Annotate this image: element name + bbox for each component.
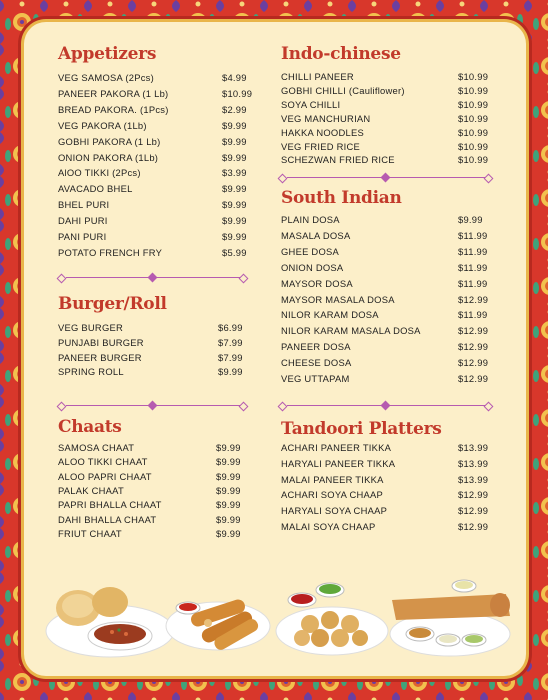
- menu-item-name: PANEER DOSA: [281, 341, 351, 353]
- menu-item-price: $9.99: [222, 151, 247, 163]
- food-photo-pani-puri: [276, 583, 388, 655]
- menu-item-price: $12.99: [458, 521, 489, 532]
- menu-item-name: SAMOSA CHAAT: [58, 442, 135, 453]
- menu-item-name: NILOR KARAM MASALA DOSA: [281, 325, 421, 337]
- menu-item-name: MALAI PANEER TIKKA: [281, 473, 384, 485]
- menu-item-name: GOBHI PAKORA (1 Lb): [58, 135, 161, 147]
- menu-item-price: $10.99: [458, 98, 489, 110]
- menu-item-price: $11.99: [458, 309, 488, 321]
- menu-item-price: $9.99: [216, 456, 241, 468]
- menu-item-price: $9.99: [216, 499, 241, 511]
- menu-item-price: $2.99: [222, 103, 247, 115]
- menu-item-price: $9.99: [222, 215, 247, 227]
- menu-item-price: $11.99: [458, 245, 488, 257]
- menu-item-name: VEG PAKORA (1Lb): [58, 119, 147, 131]
- menu-item-name: PANI PURI: [58, 231, 107, 242]
- menu-item-name: CHILLI PANEER: [281, 71, 354, 82]
- menu-item-price: $12.99: [458, 489, 489, 501]
- menu-item-price: $9.99: [222, 135, 247, 147]
- menu-item-price: $9.99: [222, 231, 247, 242]
- menu-item-price: $10.99: [458, 112, 489, 124]
- indo-chinese-section: [281, 44, 497, 166]
- menu-item-name: HARYALI SOYA CHAAP: [281, 505, 388, 517]
- menu-item-price: $9.99: [216, 470, 241, 482]
- section-title-tandoori-platters: Tandoori Platters: [281, 419, 442, 439]
- menu-item-name: HARYALI PANEER TIKKA: [281, 457, 396, 469]
- menu-item-name: PUNJABI BURGER: [58, 336, 144, 348]
- ornament-divider: [279, 173, 493, 183]
- menu-item-name: VEG SAMOSA (2Pcs): [58, 72, 154, 83]
- menu-item-name: VEG UTTAPAM: [281, 373, 350, 384]
- menu-item-name: HAKKA NOODLES: [281, 126, 364, 138]
- menu-item-price: $9.99: [222, 119, 247, 131]
- menu-item-price: $12.99: [458, 293, 489, 305]
- menu-item-price: $9.99: [216, 513, 241, 525]
- menu-item-price: $11.99: [458, 277, 488, 289]
- menu-item-name: BHEL PURI: [58, 199, 110, 211]
- menu-item-name: ACHARI SOYA CHAAP: [281, 489, 384, 501]
- south-indian-section: [281, 188, 497, 384]
- menu-item-name: ALOO TIKKI CHAAT: [58, 456, 148, 468]
- section-title-burger-roll: Burger/Roll: [58, 294, 167, 314]
- menu-item-name: MASALA DOSA: [281, 229, 351, 241]
- menu-item-price: $9.99: [458, 214, 483, 225]
- menu-item-price: $11.99: [458, 229, 488, 241]
- menu-item-name: SOYA CHILLI: [281, 98, 341, 110]
- menu-item-name: CHEESE DOSA: [281, 357, 352, 369]
- menu-item-price: $7.99: [218, 351, 243, 363]
- menu-item-name: ACHARI PANEER TIKKA: [281, 442, 392, 453]
- section-title-appetizers: Appetizers: [58, 44, 157, 64]
- menu-item-price: $3.99: [222, 167, 247, 179]
- menu-item-name: NILOR KARAM DOSA: [281, 309, 379, 321]
- menu-item-name: ALOO PAPRI CHAAT: [58, 470, 152, 482]
- food-photos-strip: [40, 576, 518, 676]
- food-photo-dosa: [390, 580, 510, 656]
- menu-item-name: PALAK CHAAT: [58, 484, 124, 496]
- menu-item-name: BREAD PAKORA. (1Pcs): [58, 103, 169, 115]
- menu-item-name: FRIUT CHAAT: [58, 527, 122, 539]
- menu-item-name: MALAI SOYA CHAAP: [281, 521, 376, 532]
- menu-item-price: $13.99: [458, 473, 489, 485]
- ornament-divider: [58, 401, 248, 411]
- menu-item-name: AVACADO BHEL: [58, 183, 133, 195]
- menu-item-name: MAYSOR DOSA: [281, 277, 353, 289]
- menu-item-name: VEG MANCHURIAN: [281, 112, 371, 124]
- menu-item-price: $12.99: [458, 505, 489, 517]
- section-title-indo-chinese: Indo-chinese: [281, 44, 401, 64]
- menu-item-price: $12.99: [458, 357, 489, 369]
- menu-item-price: $9.99: [218, 366, 243, 378]
- menu-item-name: PANEER PAKORA (1 Lb): [58, 87, 169, 99]
- menu-item-name: DAHI BHALLA CHAAT: [58, 513, 157, 525]
- menu-item-price: $9.99: [222, 183, 247, 195]
- menu-item-name: ONION PAKORA (1Lb): [58, 151, 159, 163]
- menu-item-price: $13.99: [458, 442, 489, 453]
- menu-item-price: $12.99: [458, 325, 489, 337]
- menu-item-price: $9.99: [216, 442, 241, 453]
- section-title-chaats: Chaats: [58, 417, 122, 437]
- food-photo-spring-roll: [166, 598, 270, 652]
- menu-item-name: GOBHI CHILLI (Cauliflower): [281, 84, 405, 96]
- ornament-divider: [279, 401, 493, 411]
- menu-item-name: DAHI PURI: [58, 215, 108, 227]
- menu-item-price: $12.99: [458, 373, 489, 384]
- menu-item-price: $7.99: [218, 336, 243, 348]
- menu-item-price: $10.99: [458, 126, 489, 138]
- menu-item-name: POTATO FRENCH FRY: [58, 246, 163, 258]
- menu-item-name: PLAIN DOSA: [281, 214, 340, 225]
- menu-item-price: $10.99: [458, 140, 489, 152]
- menu-item-price: $4.99: [222, 72, 247, 83]
- food-photo-chole-bhature: [46, 587, 174, 657]
- menu-item-price: $9.99: [216, 484, 241, 496]
- menu-item-price: $5.99: [222, 246, 247, 258]
- section-title-south-indian: South Indian: [281, 188, 402, 208]
- appetizers-section: [58, 44, 254, 258]
- menu-item-price: $12.99: [458, 341, 489, 353]
- ornament-divider: [58, 273, 248, 283]
- menu-item-price: $10.99: [458, 154, 489, 166]
- menu-item-price: $6.99: [218, 322, 243, 333]
- chaats-section: [58, 417, 254, 539]
- menu-item-name: SPRING ROLL: [58, 366, 124, 378]
- menu-item-name: ONION DOSA: [281, 261, 344, 273]
- menu-item-price: $13.99: [458, 457, 489, 469]
- menu-item-price: $9.99: [216, 527, 241, 539]
- menu-item-price: $11.99: [458, 261, 488, 273]
- burger-roll-section: [58, 294, 254, 378]
- menu-item-name: VEG FRIED RICE: [281, 140, 361, 152]
- menu-item-price: $9.99: [222, 199, 247, 211]
- menu-item-name: SCHEZWAN FRIED RICE: [281, 154, 395, 166]
- menu-item-name: PANEER BURGER: [58, 351, 142, 363]
- tandoori-platters-section: [281, 419, 497, 532]
- menu-item-price: $10.99: [458, 84, 489, 96]
- menu-item-name: GHEE DOSA: [281, 245, 339, 257]
- menu-item-name: AlOO TIKKI (2Pcs): [58, 167, 141, 179]
- menu-item-price: $10.99: [458, 71, 489, 82]
- menu-item-price: $10.99: [222, 87, 253, 99]
- menu-item-name: VEG BURGER: [58, 322, 124, 333]
- menu-item-name: PAPRI BHALLA CHAAT: [58, 499, 162, 511]
- menu-item-name: MAYSOR MASALA DOSA: [281, 293, 395, 305]
